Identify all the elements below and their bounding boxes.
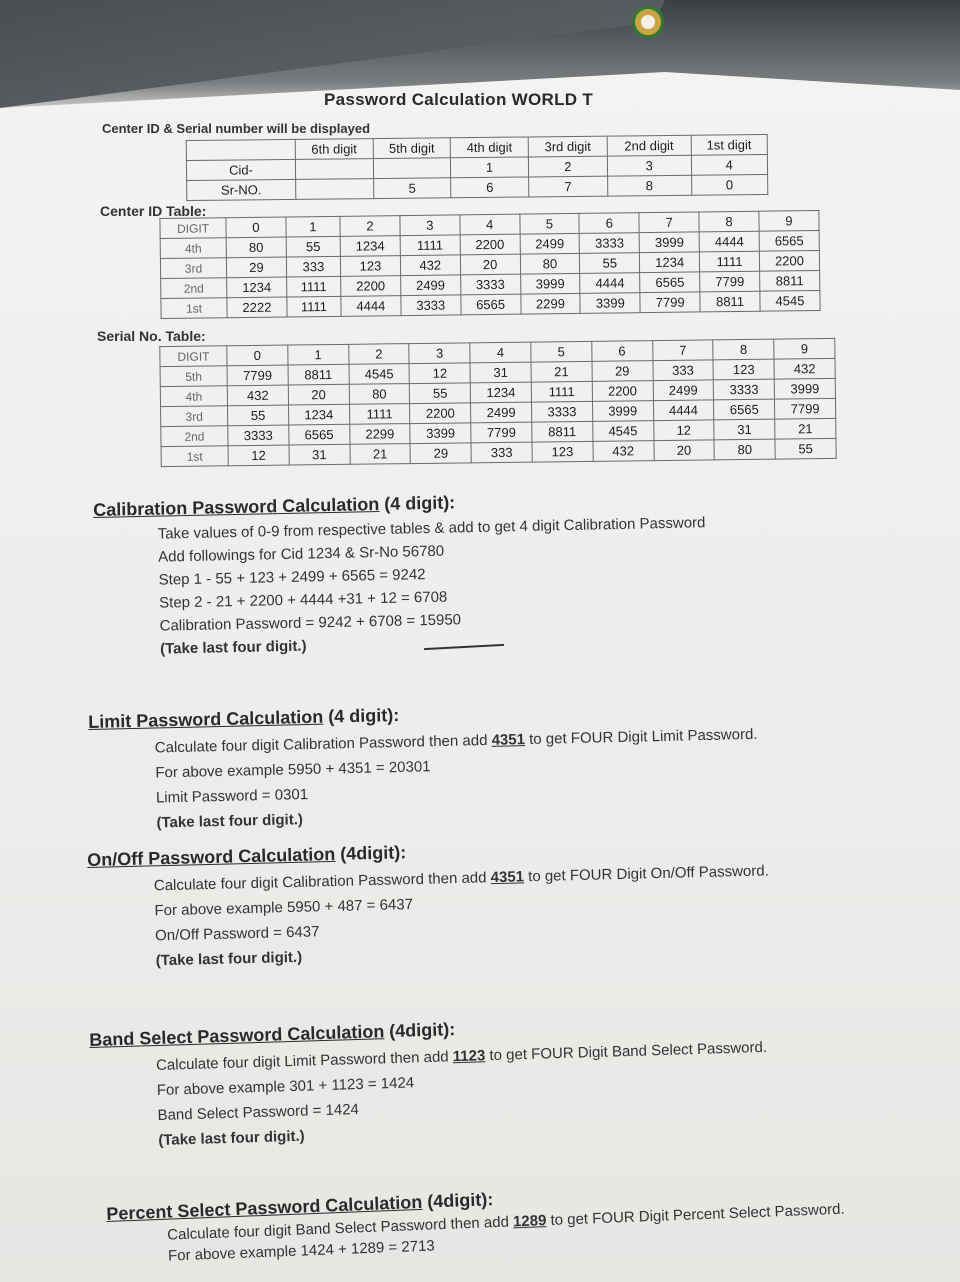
page-subtitle: Center ID & Serial number will be displayed [102,121,371,136]
column-header: 4th digit [450,137,528,158]
percent-line-2: For above example 1424 + 1289 = 2713 [167,1237,436,1265]
serial-table-label: Serial No. Table: [97,328,206,344]
limit-line-2: For above example 5950 + 4351 = 20301 [155,758,431,782]
column-header: 5 [531,341,592,362]
row-label: 3rd [160,258,226,279]
table-cell: 7 [529,176,608,197]
table-cell: 4444 [580,273,640,294]
onoff-heading-text: On/Off Password Calculation [87,843,336,870]
table-cell: 1234 [470,382,531,403]
table-cell: 21 [350,444,411,465]
table-cell: 1234 [340,236,400,257]
table-cell: 80 [520,253,580,274]
table-cell: 31 [289,444,350,465]
table-cell: 29 [592,361,653,382]
table-cell: 4545 [760,290,820,311]
table-cell: 3333 [460,274,520,295]
table-cell: 55 [410,383,471,404]
row-label: 5th [160,366,227,387]
table-cell: 21 [775,418,836,439]
table-cell: 432 [227,385,288,406]
percent-line-1c: to get FOUR Digit Percent Select Password. [546,1200,845,1230]
band-heading-suffix: (4digit): [383,1019,456,1042]
table-cell: 8811 [760,270,820,291]
column-header: 8 [699,211,759,232]
row-label: 1st [161,298,227,319]
table-cell: 0 [691,174,768,195]
column-header: 2nd digit [607,135,691,156]
onoff-line-1c: to get FOUR Digit On/Off Password. [523,862,769,886]
header-corner [186,139,295,160]
column-header: 3 [409,343,470,364]
table-cell: 3999 [592,401,653,422]
digit-header-table [186,134,769,201]
table-cell: 21 [531,361,592,382]
band-line-1a: Calculate four digit Limit Password then add [155,1048,454,1075]
onoff-heading-suffix: (4digit): [334,842,407,864]
percent-heading-suffix: (4digit): [421,1189,494,1212]
table-cell: 1111 [287,276,341,297]
table-cell: 2299 [349,424,410,445]
table-cell: 31 [714,419,775,440]
table-cell: 7799 [640,292,700,313]
table-cell: 6565 [640,272,700,293]
table-cell: 333 [653,360,714,381]
table-cell [295,159,373,180]
table-cell: 432 [774,358,835,379]
table-cell: 6 [451,177,529,198]
row-label: Cid- [186,159,295,180]
table-cell: 1234 [227,277,287,298]
table-cell: 6565 [461,294,521,315]
calibration-line-5: Calibration Password = 9242 + 6708 = 15950 [159,611,462,635]
column-header: 0 [226,217,286,238]
table-cell: 3399 [580,293,640,314]
table-cell: 4 [691,154,768,175]
table-cell: 55 [286,236,340,257]
onoff-constant: 4351 [490,868,525,887]
row-label: 3rd [161,406,228,427]
table-cell: 4444 [341,296,401,317]
table-cell: 80 [349,384,410,405]
table-cell: 7799 [700,271,760,292]
table-cell: 3333 [580,233,640,254]
table-cell: 4444 [699,231,759,252]
table-cell: 8 [607,175,691,196]
calibration-line-2: Add followings for Cid 1234 & Sr-No 56780 [158,542,445,566]
table-cell: 55 [775,438,836,459]
table-cell: 6565 [714,399,775,420]
calibration-line-6: (Take last four digit.) [159,637,307,658]
table-cell: 432 [400,255,460,276]
column-header: 4 [470,342,531,363]
limit-line-3: Limit Password = 0301 [155,786,309,807]
column-header: 4 [460,214,520,235]
table-cell: 2299 [520,293,580,314]
band-constant: 1123 [452,1047,486,1066]
onoff-line-3: On/Off Password = 6437 [154,923,320,945]
table-cell: 7799 [775,398,836,419]
table-cell: 3999 [639,232,699,253]
table-cell: 2200 [460,234,520,255]
table-cell: 432 [593,441,654,462]
table-cell: 20 [288,384,349,405]
table-cell: 2200 [410,403,471,424]
table-cell: 80 [226,237,286,258]
calibration-line-3: Step 1 - 55 + 123 + 2499 + 6565 = 9242 [158,566,426,589]
table-cell: 5 [373,178,451,199]
column-header: 5 [519,213,579,234]
table-cell: 12 [228,445,289,466]
calibration-line-4: Step 2 - 21 + 2200 + 4444 +31 + 12 = 6708 [158,588,448,612]
table-cell: 8811 [288,364,349,385]
table-cell: 4444 [653,400,714,421]
table-cell: 1234 [640,252,700,273]
limit-line-4: (Take last four digit.) [156,811,304,832]
column-header: 1 [286,216,340,237]
column-header: 7 [639,212,699,233]
band-line-3: Band Select Password = 1424 [157,1101,360,1124]
table-cell: 7799 [227,365,288,386]
row-label: 2nd [161,278,227,299]
column-header: 1st digit [691,134,768,155]
column-header: 8 [713,339,774,360]
table-cell: 7799 [471,422,532,443]
table-cell: 55 [580,253,640,274]
row-label: 4th [160,386,227,407]
table-cell: 1234 [288,404,349,425]
table-cell: 1111 [699,251,759,272]
row-label: 4th [160,238,226,259]
calibration-heading-text: Calibration Password Calculation [93,494,380,520]
table-cell: 6565 [759,230,819,251]
table-cell: 4545 [592,421,653,442]
mounting-hole-icon [632,6,664,38]
row-label: 1st [161,446,228,467]
table-cell: 2 [528,156,607,177]
calibration-section [93,487,708,659]
table-cell: 1 [451,157,529,178]
column-header: 2 [340,216,400,237]
table-cell: 55 [228,405,289,426]
column-header: 1 [288,344,349,365]
serial-no-table [159,338,836,467]
table-cell: 20 [653,440,714,461]
table-cell: 29 [410,443,471,464]
column-header: DIGIT [160,218,226,239]
table-cell: 1111 [531,381,592,402]
column-header: 2 [348,344,409,365]
table-cell: 1111 [349,404,410,425]
calibration-heading-suffix: (4 digit): [378,492,456,515]
table-cell: 3333 [531,401,592,422]
column-header: 9 [774,338,835,359]
table-cell: 3333 [228,425,289,446]
table-cell: 333 [471,442,532,463]
row-label: 2nd [161,426,228,447]
limit-section [88,697,759,833]
column-header: 6 [591,341,652,362]
table-cell: 3399 [410,423,471,444]
limit-line-1c: to get FOUR Digit Limit Password. [524,725,758,749]
limit-constant: 4351 [491,731,526,749]
table-cell: 6565 [289,424,350,445]
column-header: DIGIT [160,346,227,367]
table-cell: 12 [409,363,470,384]
table-cell: 2499 [400,275,460,296]
center-table-label: Center ID Table: [100,203,207,219]
table-cell: 123 [340,256,400,277]
table-cell: 123 [532,441,593,462]
table-cell: 1111 [400,235,460,256]
limit-heading-suffix: (4 digit): [322,704,400,727]
column-header: 0 [227,345,288,366]
band-line-1c: to get FOUR Digit Band Select Password. [485,1038,768,1065]
table-cell: 2200 [592,381,653,402]
table-cell: 3333 [714,379,775,400]
table-cell: 3333 [401,295,461,316]
percent-line-1a: Calculate four digit Band Select Password then add [166,1213,514,1244]
table-cell: 333 [286,256,340,277]
table-cell: 8811 [532,421,593,442]
column-header: 6th digit [295,139,373,160]
table-cell [296,179,374,200]
table-cell: 3999 [774,378,835,399]
onoff-section [87,833,771,971]
column-header: 3rd digit [528,136,607,157]
band-heading-text: Band Select Password Calculation [89,1021,385,1050]
table-cell [373,158,451,179]
limit-line-1a: Calculate four digit Calibration Password then add [154,731,492,757]
table-cell: 2499 [471,402,532,423]
table-cell: 123 [713,359,774,380]
center-id-table [159,210,820,319]
table-cell: 12 [653,420,714,441]
onoff-line-1a: Calculate four digit Calibration Password then add [153,869,491,895]
table-cell: 4545 [349,364,410,385]
table-cell: 8811 [700,291,760,312]
table-cell: 80 [714,439,775,460]
row-label: Sr-NO. [187,179,296,200]
limit-heading-text: Limit Password Calculation [88,706,324,732]
column-header: 3 [400,215,460,236]
column-header: 9 [759,210,819,231]
calibration-line-1: Take values of 0-9 from respective tables & add to get 4 digit Calibration Password [157,514,706,543]
table-cell: 1111 [287,296,341,317]
table-cell: 2222 [227,297,287,318]
onoff-line-4: (Take last four digit.) [155,948,303,970]
table-cell: 2200 [759,250,819,271]
table-cell: 2499 [520,233,580,254]
percent-constant: 1289 [512,1212,547,1231]
table-cell: 20 [460,254,520,275]
table-cell: 29 [226,257,286,278]
band-line-4: (Take last four digit.) [158,1127,305,1149]
page-title: Password Calculation WORLD T [324,90,594,109]
table-cell: 31 [470,362,531,383]
table-cell: 2499 [653,380,714,401]
band-section [89,1010,769,1151]
table-cell: 2200 [341,276,401,297]
table-cell: 3 [607,155,691,176]
percent-heading-text: Percent Select Password Calculation [106,1191,423,1224]
column-header: 5th digit [373,138,451,159]
band-line-2: For above example 301 + 1123 = 1424 [156,1074,415,1100]
onoff-line-2: For above example 5950 + 487 = 6437 [154,896,414,920]
column-header: 7 [652,340,713,361]
column-header: 6 [579,213,639,234]
table-cell: 3999 [520,273,580,294]
